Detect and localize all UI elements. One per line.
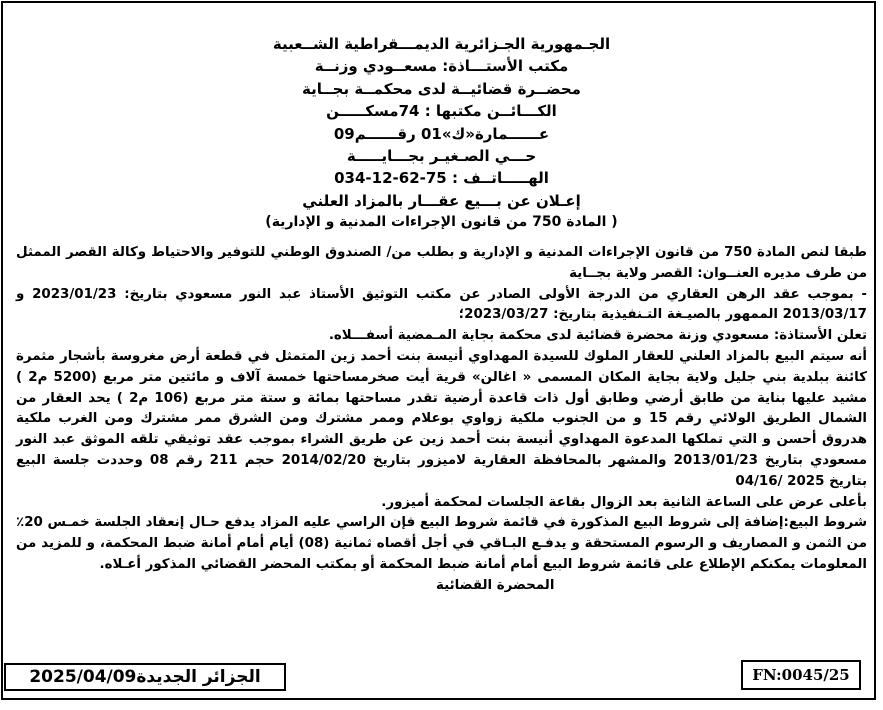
notice-body (16, 243, 867, 597)
reference-box (741, 660, 861, 690)
office-phone: الهـــــاتــف : 75-62-12-034 (334, 169, 549, 188)
notice-legal-basis: ( المادة 750 من قانون الإجراءات المدنية و الإدارية) (265, 214, 618, 231)
paragraph-announcement: تعلن الأستاذة: مسعودي وزنة محضرة قضائية لدى محكمة بجاية المـمضية أسفـــلاه. (328, 328, 867, 344)
republic-title: الجـمهورية الجـزائرية الديمـــقراطية الشــعبية (272, 35, 611, 53)
office-address-line3: حـــي الصـغيـر بجـــايـــــة (346, 147, 537, 166)
paragraph-highest-bid: بأعلى عرض على الساعة الثانية بعد الزوال بقاعة الجلسات لمحكمة أميزور. (381, 494, 867, 510)
paragraph-conditions: شروط البيع:إضافة إلى شروط البيع المذكورة في قائمة شروط البيع فإن الراسي عليه المزاد يدفع حـال إنعقاد الجلسة خمـس 20٪ من الثمن و المصاريف و الرسوم المستحقة و يدفـع البـاقي في أجل أقصاه ثمانية (08) أيام أمام أمانة ضبط المحكمة، و للمزيد من المعلومات يمكنكم الإطلاع على قائمة شروط البيع أمام أمانة ضبط المحكمة أو بمكتب المحضر القضائي المذكور أعـلاه. (16, 515, 867, 572)
notice-header (0, 33, 883, 232)
newspaper-date-box (4, 663, 286, 691)
newspaper-date: الجزائر الجديدة2025/04/09 (29, 667, 261, 687)
signature-label: المحضرة القضائية (436, 577, 555, 593)
paragraph-property: أنه سيتم البيع بالمزاد العلني للعقار الملوك للسيدة المهداوي أنيسة بنت أحمد زين المتمثل في قطعة أرض مغروسة بأشجار مثمرة كائنة ببلدية بني جليل ولاية بجاية المكان المسمى « اغالن» قرية أيت صخرمساحتها خمسة آلاف و مائتين متر مربع (5200 م2 ) مشيد عليها بناية من طابق أرضي وطابق أول ذات قاعدة أرضية تقدر مساحتها بمائة و ستة متر مربع (106 م2 ) يحد العقار من الشمال الطريق الولائي رقم 15 و من الجنوب ملكية زواوي بوعلام وممر مشترك ومن الشرق ممر مشترك ومن الغرب ملكية هدروق أحسن و التي تملكها المدعوة المهداوي أنيسة بنت أحمد زين عن طريق الشراء بموجب عقد توثيقي تلقه الموثق عبد النور مسعودي بتاريخ 2013/01/23 والمشهر بالمحافظة العقارية لاميزور بتاريخ 2014/02/20 حجم 211 رقم 08 وحددت جلسة البيع بتاريخ 2025 /04/16 (16, 348, 867, 489)
office-name: مكتب الأستـــاذة: مسعــودي وزنــة (314, 57, 569, 76)
paragraph-mortgage: - بموجب عقد الرهن العقاري من الدرجة الأولى الصادر عن مكتب التوثيق الأستاذ عبد النور مسعودي بتاريخ: 2023/01/23 و 2013/03/17 الممهور بالصيـغة التـنفيذية بتاريخ: 2023/03/27؛ (16, 286, 867, 323)
notice-title: إعـلان عن بـــيع عقـــار بالمزاد العلني (302, 191, 581, 210)
reference-number: FN:0045/25 (752, 666, 850, 684)
office-address-line1: الكـــائــن مكتبها : 74مسكـــــن (326, 102, 557, 121)
paragraph-request: طبقا لنص المادة 750 من قانون الإجراءات المدنية و الإدارية و بطلب من/ الصندوق الوطني للتوفير والاحتياط وكالة القصر الممثل من طرف مديره العنــوان: القصر ولاية بجــاية (16, 245, 867, 281)
office-address-line2: عــــــمارة«ك»01 رقــــــم09 (333, 124, 550, 143)
bailiff-title: محضــرة قضائيــة لدى محكمــة بجــاية (302, 79, 581, 98)
